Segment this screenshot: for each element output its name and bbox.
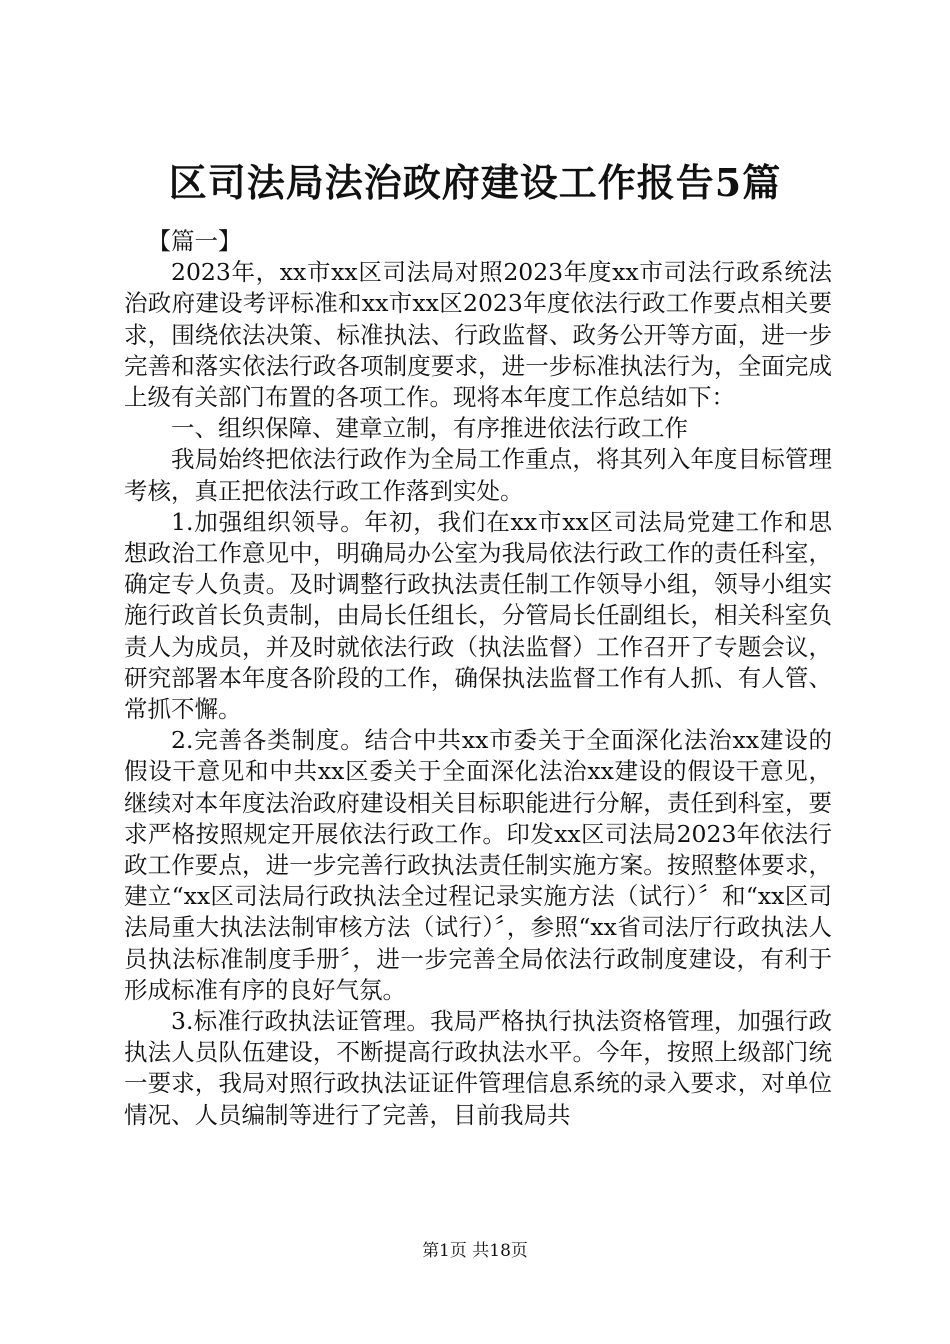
paragraph-item-3: 3.标准行政执法证管理。我局严格执行执法资格管理，加强行政执法人员队伍建设，不断提高行政执法水平。今年，按照上级部门统一要求，我局对照行政执法证证件管理信息系统的录入要求，对单位情况、人员编制等进行了完善，目前我局共 [124, 1007, 832, 1129]
document-body [124, 226, 832, 1131]
paragraph-overview: 我局始终把依法行政作为全局工作重点，将其列入年度目标管理考核，真正把依法行政工作落到实处。 [124, 445, 832, 505]
page-footer: 第1页 共18页 [422, 1241, 528, 1261]
section-label: 【篇一】 [147, 227, 242, 255]
paragraph-intro: 2023年，xx市xx区司法局对照2023年度xx市司法行政系统法治政府建设考评标准和xx市xx区2023年度依法行政工作要点相关要求，围绕依法决策、标准执法、行政监督、政务公开等方面，进一步完善和落实依法行政各项制度要求，进一步标准执法行为，全面完成上级有关部门布置的各项工作。现将本年度工作总结如下： [124, 258, 832, 412]
paragraph-item-1: 1.加强组织领导。年初，我们在xx市xx区司法局党建工作和思想政治工作意见中，明确局办公室为我局依法行政工作的责任科室，确定专人负责。及时调整行政执法责任制工作领导小组，领导小组实施行政首长负责制，由局长任组长，分管局长任副组长，相关科室负责人为成员，并及时就依法行政（执法监督）工作召开了专题会议，研究部署本年度各阶段的工作，确保执法监督工作有人抓、有人管、常抓不懈。 [124, 507, 832, 724]
paragraph-heading-1: 一、组织保障、建章立制，有序推进依法行政工作 [171, 414, 688, 443]
paragraph-item-2: 2.完善各类制度。结合中共xx市委关于全面深化法治xx建设的假设干意见和中共xx区委关于全面深化法治xx建设的假设干意见，继续对本年度法治政府建设相关目标职能进行分解，责任到科室，要求严格按照规定开展依法行政工作。印发xx区司法局2023年依法行政工作要点，进一步完善行政执法责任制实施方案。按照整体要求，建立“xx区司法局行政执法全过程记录实施方法（试行）〞和“xx区司法局重大执法法制审核方法（试行）〞，参照“xx省司法厅行政执法人员执法标准制度手册〞，进一步完善全局依法行政制度建设，有利于形成标准有序的良好气氛。 [124, 726, 832, 1004]
document-title: 区司法局法治政府建设工作报告5篇 [168, 160, 782, 205]
